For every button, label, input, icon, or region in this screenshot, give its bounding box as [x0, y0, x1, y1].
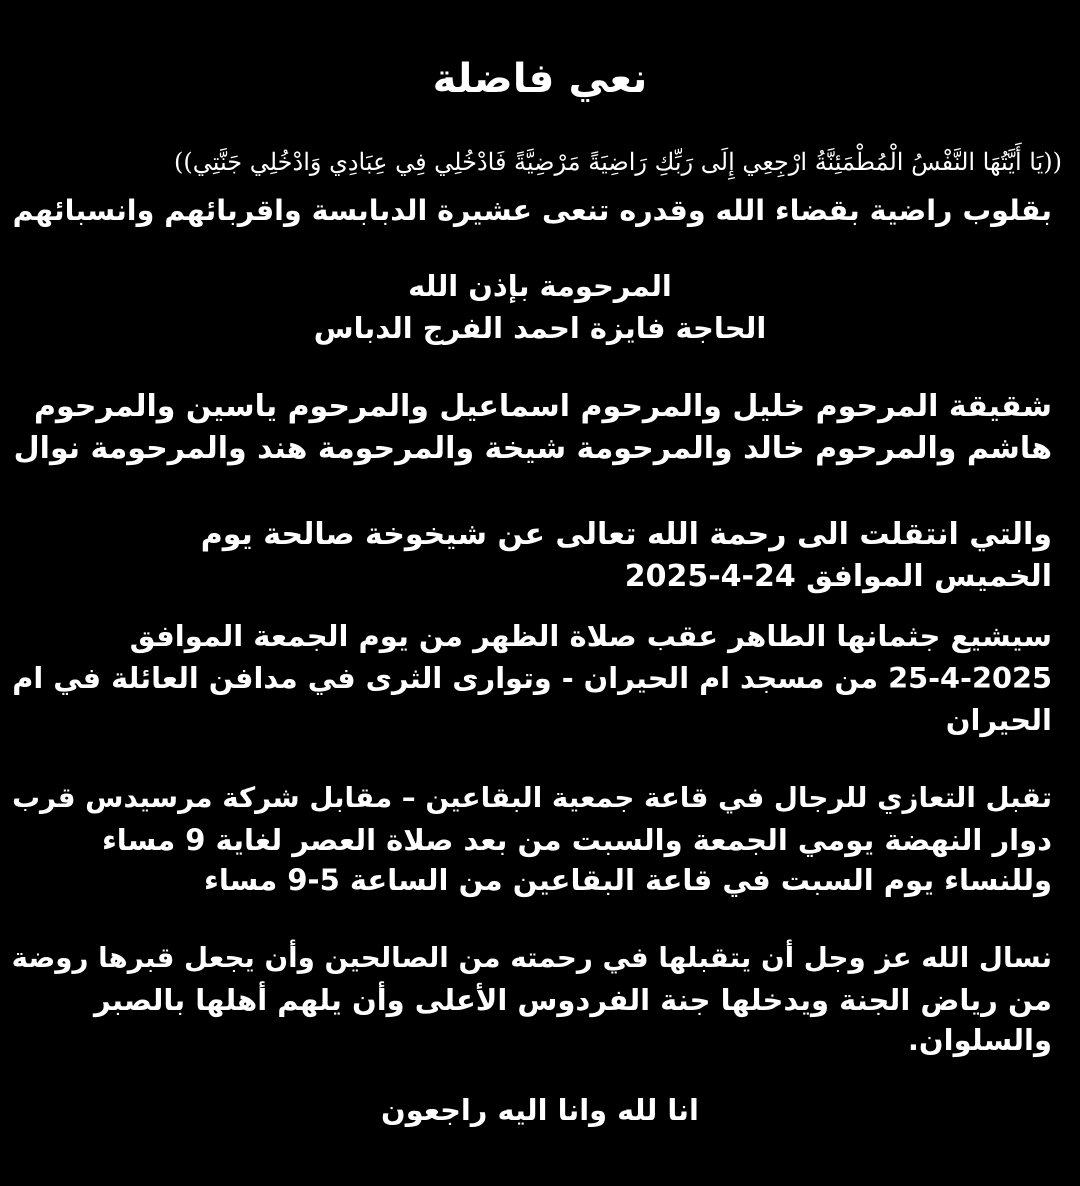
closing-line: انا لله وانا اليه راجعون: [381, 1093, 699, 1127]
funeral-line-3: الحيران: [945, 703, 1052, 737]
deceased-name: الحاجة فايزة احمد الفرج الدباس: [313, 311, 767, 345]
deceased-prefix: المرحومة بإذن الله: [408, 269, 672, 303]
condolences-line-2: دوار النهضة يومي الجمعة والسبت من بعد صلاة العصر لغاية 9 مساء: [101, 823, 1052, 857]
funeral-line-2: 25-4-2025 من مسجد ام الحيران - وتوارى الثرى في مدافن العائلة في ام: [12, 661, 1052, 695]
quran-verse: ((يَا أَيَّتُهَا النَّفْسُ الْمُطْمَئِنَّةُ ارْجِعِي إِلَى رَبِّكِ رَاضِيَةً مَرْضِيَّةً فَادْخُلِي فِي عِبَادِي وَادْخُلِي جَنَّتِي)): [174, 148, 1062, 176]
siblings-line-2: هاشم والمرحوم خالد والمرحومة شيخة والمرحومة هند والمرحومة نوال: [13, 431, 1052, 466]
funeral-line-1: سيشيع جثمانها الطاهر عقب صلاة الظهر من يوم الجمعة الموافق: [129, 619, 1052, 653]
condolences-line-1: تقبل التعازي للرجال في قاعة جمعية البقاعين – مقابل شركة مرسيدس قرب: [12, 781, 1052, 814]
prayer-line-3: والسلوان.: [907, 1023, 1052, 1057]
prayer-line-2: من رياض الجنة ويدخلها جنة الفردوس الأعلى وأن يلهم أهلها بالصبر: [94, 983, 1052, 1017]
death-line-2: الخميس الموافق 24-4-2025: [624, 559, 1052, 594]
siblings-line-1: شقيقة المرحوم خليل والمرحوم اسماعيل والمرحوم ياسين والمرحوم: [34, 389, 1052, 424]
prayer-line-1: نسال الله عز وجل أن يتقبلها في رحمته من الصالحين وأن يجعل قبرها روضة: [11, 941, 1052, 974]
condolences-line-3: وللنساء يوم السبت في قاعة البقاعين من الساعة 5-9 مساء: [204, 863, 1052, 897]
intro-line: بقلوب راضية بقضاء الله وقدره تنعى عشيرة الدبابسة واقربائهم وانسبائهم: [12, 193, 1052, 227]
death-line-1: والتي انتقلت الى رحمة الله تعالى عن شيخوخة صالحة يوم: [200, 517, 1052, 552]
obituary-title: نعي فاضلة: [432, 54, 648, 102]
